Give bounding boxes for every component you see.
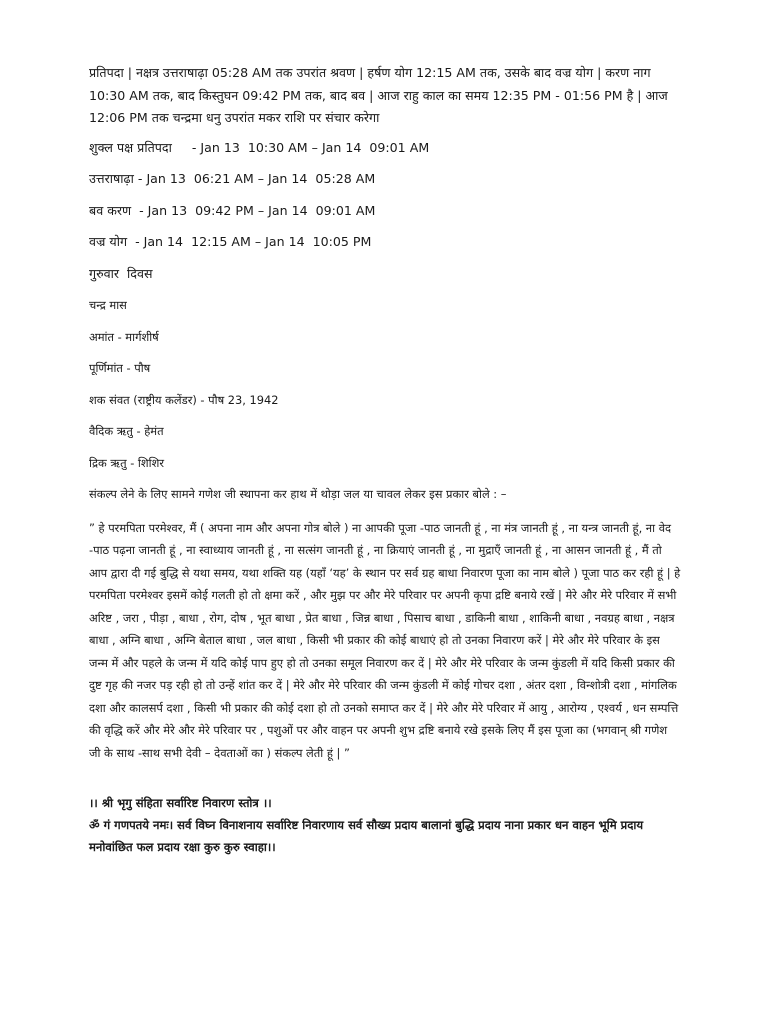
section-gap xyxy=(89,764,681,792)
drik-ritu-line: द्रिक ऋतु - शिशिर xyxy=(89,455,164,470)
document-page xyxy=(89,62,681,858)
panchang-intro: प्रतिपदा | नक्षत्र उत्तराषाढ़ा 05:28 AM तक उपरांत श्रवण | हर्षण योग 12:15 AM तक, उसके बाद वज्र योग | करण नाग 10:30 AM तक, बाद किस्तुघन 09:42 PM तक, बाद बव | आज राहु काल का समय 12:35 PM - 01:56 PM है | आज 12:06 PM तक चन्द्रमा धनु उपरांत मकर राशि पर संचार करेगा xyxy=(89,65,668,125)
nakshatra-line: उत्तराषाढ़ा - Jan 13 06:21 AM – Jan 14 05:28 AM xyxy=(89,171,376,186)
stotra-text: ॐ गं गणपतये नमः। सर्व विघ्न विनाशनाय सर्वारिष्ट निवारणाय सर्व सौख्य प्रदाय बालानां बुद्धि प्रदाय नाना प्रकार धन वाहन भूमि प्रदाय मनोवांछित फल प्रदाय रक्षा कुरु कुरु स्वाहा।। xyxy=(89,818,644,854)
yog-line: वज्र योग - Jan 14 12:15 AM – Jan 14 10:05 PM xyxy=(89,234,372,249)
shak-samvat-line: शक संवत (राष्ट्रीय कलेंडर) - पौष 23, 1942 xyxy=(89,392,279,407)
sankalp-paragraph: ” हे परमपिता परमेश्वर, मैं ( अपना नाम और अपना गोत्र बोले ) ना आपकी पूजा -पाठ जानती हूं , ना मंत्र जानती हूं , ना यन्त्र जानती हूं, ना वेद -पाठ पढ़ना जानती हूं , ना स्वाध्याय जानती हूं , ना सत्संग जानती हूं , ना क्रियाएं जानती हूं , ना मुद्राएँ जानती हूं , ना आसन जानती हूं , मैं तो आप द्वारा दी गई बुद्धि से यथा समय, यथा शक्ति यह (यहाँ ‘यह’ के स्थान पर सर्व ग्रह बाधा निवारण पूजा का नाम बोले ) पूजा पाठ कर रही हूं | हे परमपिता परमेश्वर इसमें कोई गलती हो तो क्षमा करें , और मुझ पर और मेरे परिवार पर अपनी कृपा द्रष्टि बनाये रखें | मेरे और मेरे परिवार में सभी अरिष्ट , जरा , पीड़ा , बाधा , रोग, दोष , भूत बाधा , प्रेत बाधा , जिन्न बाधा , पिसाच बाधा , डाकिनी बाधा , शाकिनी बाधा , नवग्रह बाधा , नक्षत्र बाधा , अग्नि बाधा , अग्नि बेताल बाधा , जल बाधा , किसी भी प्रकार की कोई बाधाएं हो तो उनका निवारण करें | मेरे और मेरे परिवार के इस जन्म में और पहले के जन्म में यदि कोई पाप हुए हो तो उनका समूल निवारण कर दें | मेरे और मेरे परिवार के जन्म कुंडली में यदि किसी प्रकार की दुष्ट गृह की नजर पड़ रही हो तो उन्हें शांत कर दें | मेरे और मेरे परिवार की जन्म कुंडली में कोई गोचर दशा , अंतर दशा , विन्शोत्री दशा , मांगलिक दशा और कालसर्प दशा , किसी भी प्रकार की कोई दशा हो तो उनको समाप्त कर दें | मेरे और मेरे परिवार में आयु , आरोग्य , एश्वर्य , धन सम्पत्ति की वृद्धि करें और मेरे और मेरे परिवार पर , पशुओं पर और वाहन पर अपनी शुभ द्रष्टि बनाये रखे इसके लिए मैं इस पूजा का (भगवान् श्री गणेश जी के साथ -साथ सभी देवी – देवताओं का ) संकल्प लेती हूं | ” xyxy=(89,520,681,760)
karan-line: बव करण - Jan 13 09:42 PM – Jan 14 09:01 AM xyxy=(89,202,376,218)
purnimant-line: पूर्णिमांत - पौष xyxy=(89,361,151,375)
vedic-ritu-line: वैदिक ऋतु - हेमंत xyxy=(89,424,164,438)
sankalp-instruction: संकल्प लेने के लिए सामने गणेश जी स्थापना कर हाथ में थोड़ा जल या चावल लेकर इस प्रकार बोले : – xyxy=(89,487,507,501)
stotra-title: ।। श्री भृगु संहिता सर्वारिष्ट निवारण स्तोत्र ।। xyxy=(89,796,272,810)
chandra-maas-line: चन्द्र मास xyxy=(89,298,127,312)
amant-line: अमांत - मार्गशीर्ष xyxy=(89,329,159,344)
paksha-tithi-line: शुक्ल पक्ष प्रतिपदा - Jan 13 10:30 AM – Jan 14 09:01 AM xyxy=(89,139,430,155)
weekday-line: गुरुवार दिवस xyxy=(89,265,153,281)
